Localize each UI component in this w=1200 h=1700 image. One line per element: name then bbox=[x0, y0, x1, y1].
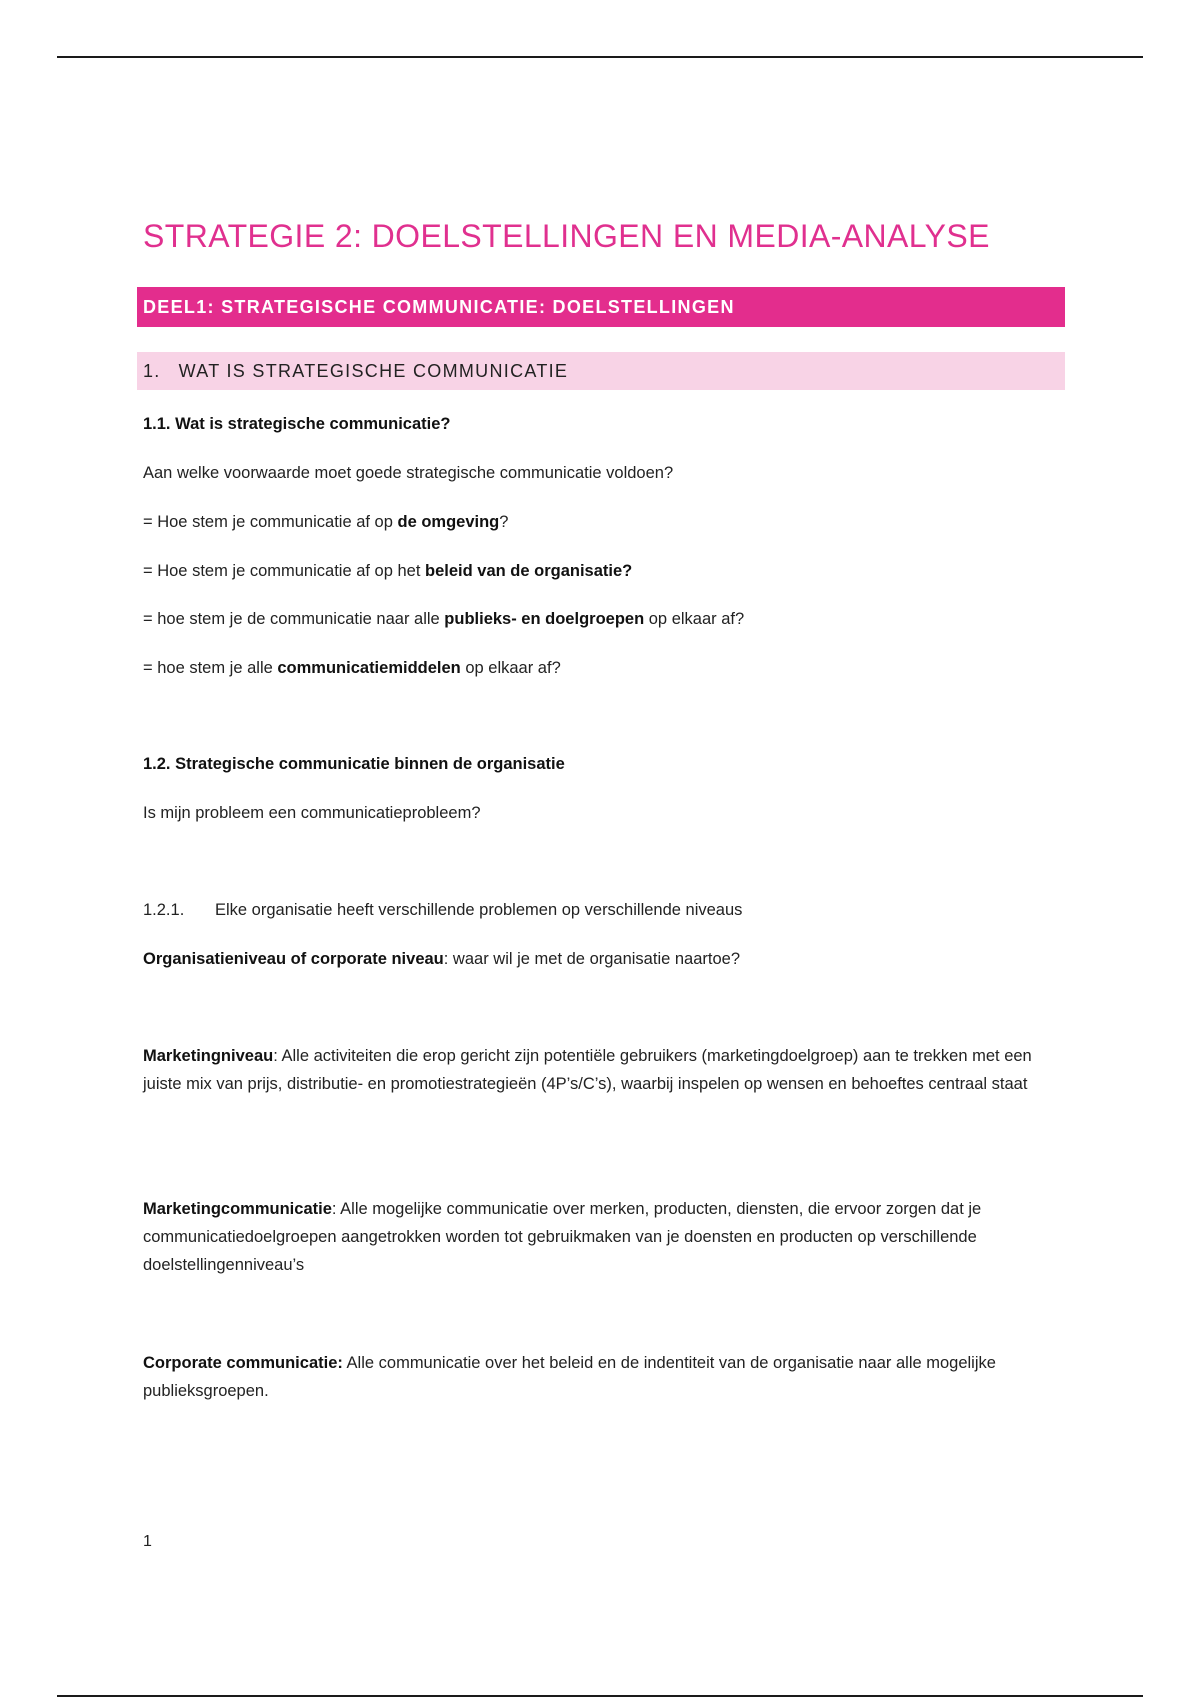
definition-marketingniveau: Marketingniveau: Alle activiteiten die erop gericht zijn potentiële gebruikers (marketingdoelgroep) aan te trekken met een juiste mix van prijs, distributie- en promotiestrategieën (4P’s/C’s), waarbij inspelen op wensen en behoeftes centraal staat bbox=[143, 1047, 1032, 1093]
section-number: 1.2.1. bbox=[143, 901, 185, 919]
section-question-1-2: Is mijn probleem een communicatieprobleem? bbox=[143, 804, 481, 822]
chapter-label: WAT IS STRATEGISCHE COMMUNICATIE bbox=[178, 361, 569, 381]
list-item: = hoe stem je alle communicatiemiddelen op elkaar af? bbox=[143, 659, 561, 677]
document-title: STRATEGIE 2: DOELSTELLINGEN EN MEDIA-ANALYSE bbox=[143, 218, 990, 254]
list-item: = Hoe stem je communicatie af op het beleid van de organisatie? bbox=[143, 562, 633, 580]
part-banner: DEEL1: STRATEGISCHE COMMUNICATIE: DOELSTELLINGEN bbox=[137, 287, 1065, 327]
section-heading-1-2-1 bbox=[143, 896, 1063, 924]
footer-rule bbox=[57, 1695, 1143, 1697]
list-item: = Hoe stem je communicatie af op de omgeving? bbox=[143, 513, 509, 531]
list-item: = hoe stem je de communicatie naar alle publieks- en doelgroepen op elkaar af? bbox=[143, 610, 745, 628]
section-heading-1-2: 1.2. Strategische communicatie binnen de organisatie bbox=[143, 755, 565, 773]
chapter-banner bbox=[137, 352, 1065, 390]
section-heading-1-1: 1.1. Wat is strategische communicatie? bbox=[143, 415, 451, 433]
section-heading-text: Elke organisatie heeft verschillende problemen op verschillende niveaus bbox=[215, 901, 743, 919]
section-question-1-1: Aan welke voorwaarde moet goede strategische communicatie voldoen? bbox=[143, 464, 674, 482]
chapter-number: 1. bbox=[143, 361, 161, 381]
definition-marketingcommunicatie: Marketingcommunicatie: Alle mogelijke communicatie over merken, producten, diensten, die ervoor zorgen dat je communicatiedoelgroepen aangetrokken worden tot gebruikmaken van je doensten en producten op verschillende doelstellingenniveau’s bbox=[143, 1200, 982, 1274]
definition-corporate-communicatie: Corporate communicatie: Alle communicatie over het beleid en de indentiteit van de organisatie naar alle mogelijke publieksgroepen. bbox=[143, 1354, 996, 1400]
header-rule bbox=[57, 56, 1143, 58]
page-number: 1 bbox=[143, 1533, 152, 1550]
definition-organisatieniveau: Organisatieniveau of corporate niveau: waar wil je met de organisatie naartoe? bbox=[143, 950, 741, 968]
